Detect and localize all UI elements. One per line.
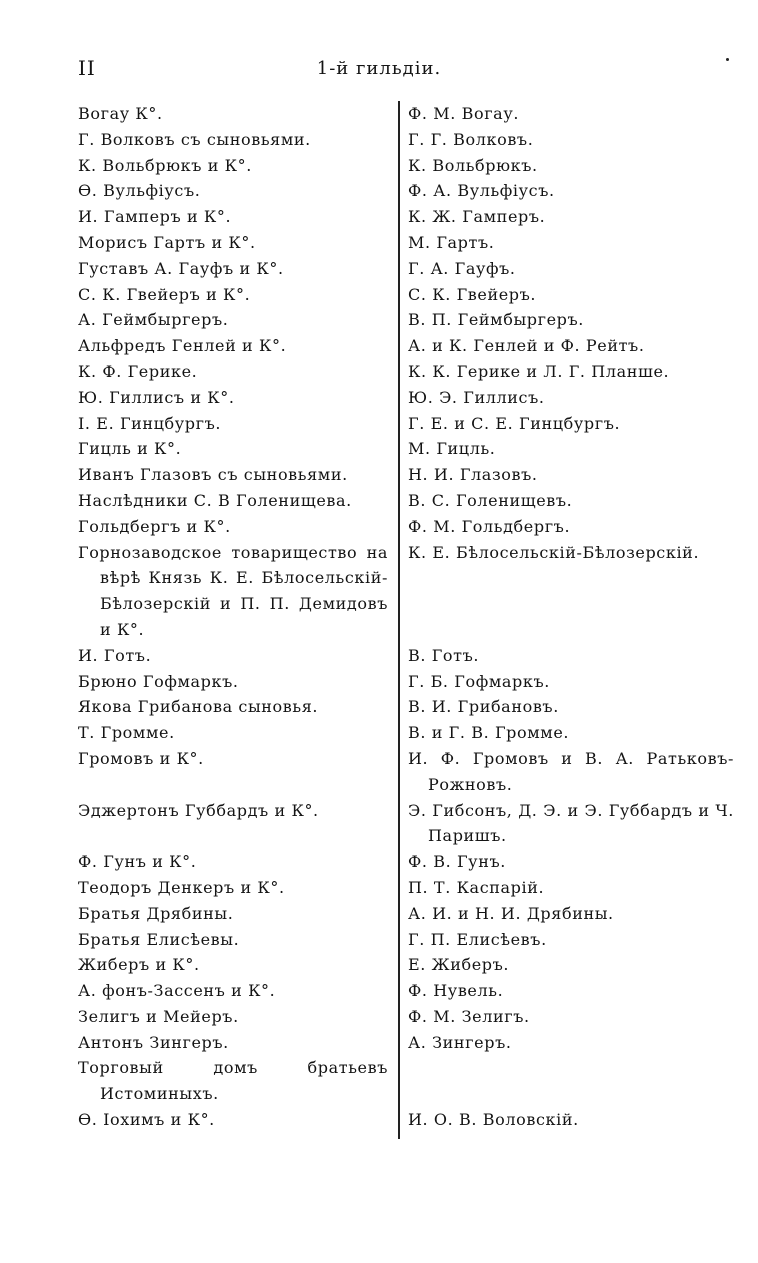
table-row [78,411,740,437]
firm-name-cell: Ю. Гиллисъ и К°. [78,387,235,407]
table-row [78,153,740,179]
firm-name-cell: Густавъ А. Гауфъ и К°. [78,258,284,278]
owner-name-cell: К. К. Герике и Л. Г. Планше. [408,361,670,381]
table-row [78,178,740,204]
print-speck [726,58,729,61]
table-row [78,101,740,127]
table-row [78,849,740,875]
firm-name-cell: Ѳ. Іохимъ и К°. [78,1110,215,1130]
firm-name-cell: Альфредъ Генлей и К°. [78,336,287,356]
owner-name-cell: А. и К. Генлей и Ф. Рейтъ. [408,336,645,356]
firm-name-cell: Брюно Гофмаркъ. [78,671,239,691]
table-row [78,978,740,1004]
owner-name-cell: Г. П. Елисѣевъ. [408,929,547,949]
firm-name-cell: Якова Грибанова сыновья. [78,697,319,717]
firm-name-cell: Иванъ Глазовъ съ сыновьями. [78,465,348,485]
table-row [78,901,740,927]
owner-name-cell: С. К. Гвейеръ. [408,284,537,304]
firm-name-cell: Горнозаводское товарищество на вѣрѣ Князь К. Е. Бѣлосельскій-Бѣлозерскій и П. П. Демидовъ и К°. [78,542,388,639]
owner-name-cell: В. Готъ. [408,645,480,665]
table-row [78,540,740,643]
owner-name-cell: А. Зингеръ. [408,1032,512,1052]
table-row [78,436,740,462]
table-row [78,282,740,308]
owner-name-cell: В. С. Голенищевъ. [408,490,573,510]
table-row [78,927,740,953]
firm-name-cell: Братья Дрябины. [78,903,234,923]
table-row [78,462,740,488]
owner-name-cell: Г. Г. Волковъ. [408,129,534,149]
firm-name-cell: Гольдбергъ и К°. [78,516,231,536]
firm-name-cell: Наслѣдники С. В Голенищева. [78,490,352,510]
firm-name-cell: Эджертонъ Губбардъ и К°. [78,800,319,820]
owner-name-cell: Ф. В. Гунъ. [408,852,506,872]
table-row [78,127,740,153]
table-row [78,952,740,978]
table-row [78,385,740,411]
merchant-table [78,101,740,1133]
owner-name-cell: Г. А. Гауфъ. [408,258,516,278]
owner-name-cell: П. Т. Каспарій. [408,877,545,897]
table-row [78,488,740,514]
table-row [78,694,740,720]
page-number: II [78,56,96,80]
table-row [78,204,740,230]
firm-name-cell: К. Вольбрюкъ и К°. [78,155,252,175]
table-row [78,875,740,901]
firm-name-cell: Громовъ и К°. [78,748,204,768]
firm-name-cell: Зелигъ и Мейеръ. [78,1006,239,1026]
firm-name-cell: А. фонъ-Зассенъ и К°. [78,981,276,1001]
owner-name-cell: Н. И. Глазовъ. [408,465,538,485]
table-row [78,720,740,746]
owner-name-cell: К. Ж. Гамперъ. [408,207,546,227]
table-row [78,359,740,385]
owner-name-cell: К. Е. Бѣлосельскій-Бѣлозерскій. [408,542,700,562]
firm-name-cell: Антонъ Зингеръ. [78,1032,229,1052]
table-row [78,1030,740,1056]
firm-name-cell: Т. Громме. [78,723,175,743]
table-row [78,669,740,695]
owner-name-cell: И. О. В. Воловскій. [408,1110,579,1130]
owner-name-cell: Ф. А. Вульфіусъ. [408,181,555,201]
owner-name-cell: Е. Жиберъ. [408,955,510,975]
owner-name-cell: В. И. Грибановъ. [408,697,559,717]
owner-name-cell: Э. Гибсонъ, Д. Э. и Э. Губбардъ и Ч. Паришъ. [408,800,734,846]
table-row [78,643,740,669]
table-row [78,256,740,282]
firm-name-cell: Ѳ. Вульфіусъ. [78,181,201,201]
owner-name-cell: Ф. М. Гольдбергъ. [408,516,571,536]
firm-name-cell: Вогау К°. [78,104,163,123]
page-header-title: 1-й гильдіи. [316,58,442,79]
owner-name-cell: Ф. М. Зелигъ. [408,1006,530,1026]
firm-name-cell: Теодоръ Денкеръ и К°. [78,877,285,897]
table-row [78,1107,740,1133]
owner-name-cell: А. И. и Н. И. Дрябины. [408,903,614,923]
firm-name-cell: Братья Елисѣевы. [78,929,240,949]
firm-name-cell: К. Ф. Герике. [78,361,198,381]
table-row [78,333,740,359]
firm-name-cell: Ф. Гунъ и К°. [78,852,197,872]
firm-name-cell: I. Е. Гинцбургъ. [78,413,222,433]
firm-name-cell: С. К. Гвейеръ и К°. [78,284,251,304]
owner-name-cell: И. Ф. Громовъ и В. А. Ратьковъ-Рожновъ. [408,748,734,794]
owner-name-cell: В. и Г. В. Громме. [408,723,570,743]
owner-name-cell: Г. Б. Гофмаркъ. [408,671,550,691]
table-row [78,746,740,798]
owner-name-cell: Ф. Нувель. [408,981,504,1001]
firm-name-cell: Морисъ Гартъ и К°. [78,232,256,252]
firm-name-cell: А. Геймбыргеръ. [78,310,229,330]
firm-name-cell: И. Гамперъ и К°. [78,207,232,227]
firm-name-cell: Жиберъ и К°. [78,955,200,975]
firm-name-cell: И. Готъ. [78,645,152,665]
firm-name-cell: Торговый домъ братьевъ Истоминыхъ. [78,1058,388,1104]
table-row [78,230,740,256]
owner-name-cell: В. П. Геймбыргеръ. [408,310,584,330]
owner-name-cell: Ю. Э. Гиллисъ. [408,387,545,407]
owner-name-cell: М. Гартъ. [408,232,495,252]
table-row [78,307,740,333]
table-row [78,1004,740,1030]
owner-name-cell: К. Вольбрюкъ. [408,155,538,175]
owner-name-cell: М. Гицль. [408,439,496,459]
firm-name-cell: Г. Волковъ съ сыновьями. [78,129,311,149]
table-row [78,798,740,850]
firm-name-cell: Гицль и К°. [78,439,182,459]
table-row [78,514,740,540]
owner-name-cell: Г. Е. и С. Е. Гинцбургъ. [408,413,621,433]
owner-name-cell: Ф. М. Вогау. [408,104,520,123]
table-row [78,1055,740,1107]
